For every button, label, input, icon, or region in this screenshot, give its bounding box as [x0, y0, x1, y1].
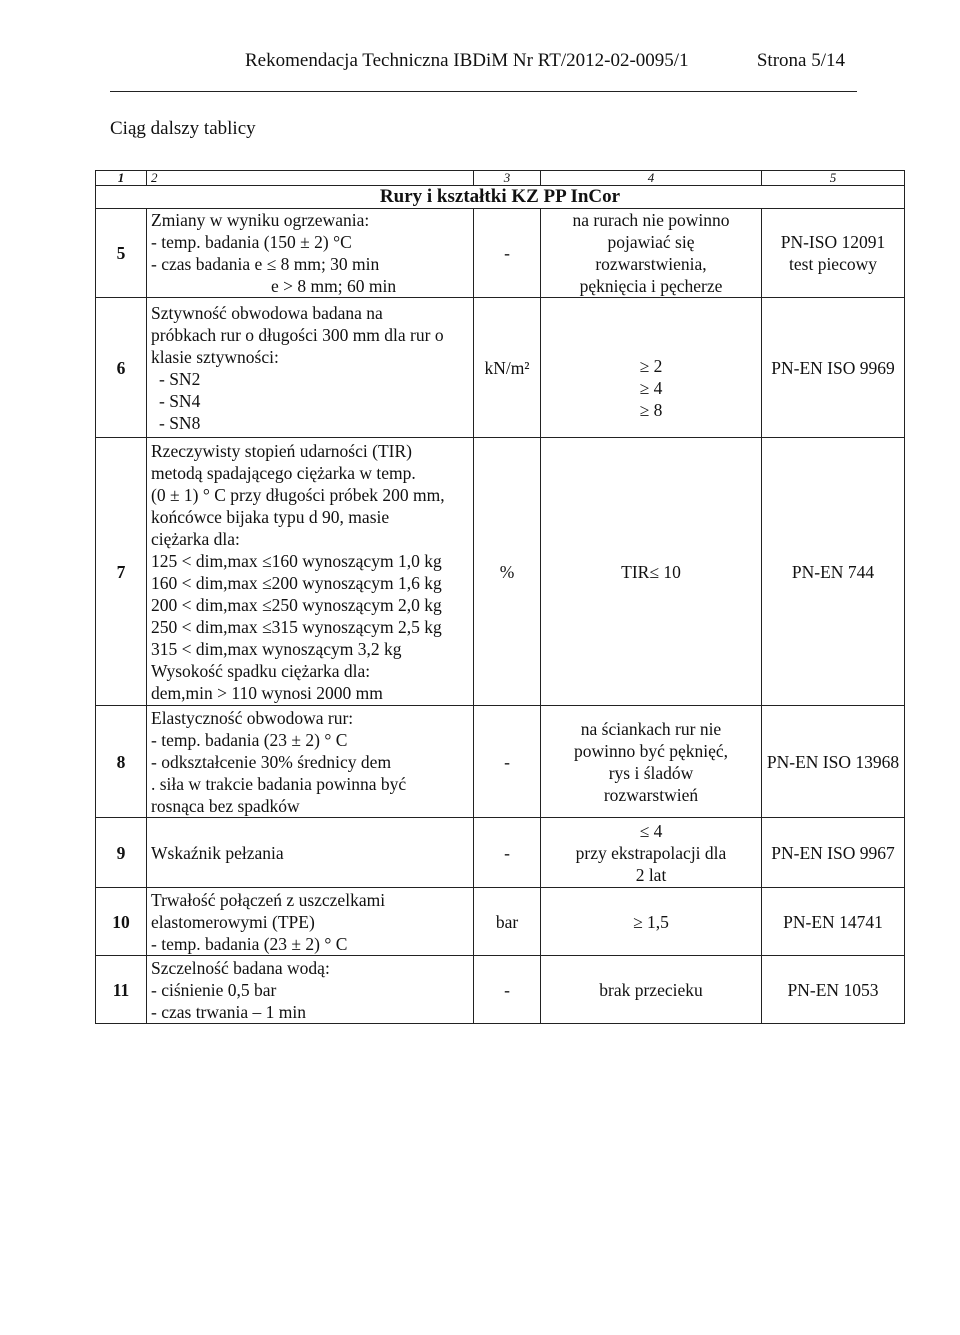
unit: -	[474, 818, 541, 888]
requirement	[541, 888, 762, 956]
desc-line: (0 ± 1) ° C przy długości próbek 200 mm,	[151, 484, 445, 505]
desc-line: - odkształcenie 30% średnicy dem	[151, 751, 392, 772]
table-row	[96, 438, 905, 706]
req-line: na rurach nie powinno	[572, 210, 730, 230]
req-line: ≥ 2	[639, 355, 663, 376]
desc-line: 315 < dim,max wynoszącym 3,2 kg	[151, 638, 402, 659]
test-method	[762, 956, 905, 1024]
desc-line: - temp. badania (23 ± 2) ° C	[151, 933, 348, 954]
desc-line: końcówce bijaka typu d 90, masie	[151, 506, 390, 527]
table-row	[96, 818, 905, 888]
test-method	[762, 888, 905, 956]
req-line: pojawiać się	[607, 232, 695, 252]
table-row	[96, 956, 905, 1024]
requirement	[541, 209, 762, 298]
column-number-row	[96, 171, 905, 186]
column-number: 1	[96, 171, 147, 186]
requirement	[541, 706, 762, 818]
row-number: 6	[96, 298, 147, 438]
test-method	[762, 706, 905, 818]
header-divider	[110, 91, 857, 92]
req-line: rozwarstwień	[603, 784, 699, 805]
desc-line: ciężarka dla:	[151, 528, 240, 549]
desc-line: Zmiany w wyniku ogrzewania:	[151, 210, 370, 230]
requirement	[541, 438, 762, 706]
desc-line: 200 < dim,max ≤250 wynoszącym 2,0 kg	[151, 594, 442, 615]
desc-line: Szczelność badana wodą:	[151, 957, 330, 978]
column-number: 2	[147, 171, 474, 186]
desc-line: próbkach rur o długości 300 mm dla rur o	[151, 324, 444, 345]
desc-line: 250 < dim,max ≤315 wynoszącym 2,5 kg	[151, 616, 442, 637]
row-number: 10	[96, 888, 147, 956]
method-line: PN-ISO 12091	[780, 232, 886, 252]
desc-line: . siła w trakcie badania powinna być	[151, 773, 407, 794]
method-line: PN-EN ISO 13968	[766, 751, 900, 772]
req-line: przy ekstrapolacji dla	[575, 842, 727, 863]
column-number: 3	[474, 171, 541, 186]
section-title: Rury i kształtki KZ PP InCor	[96, 186, 905, 209]
desc-line: Wskaźnik pełzania	[151, 842, 284, 863]
unit: -	[474, 956, 541, 1024]
section-title-row	[96, 186, 905, 209]
test-description	[147, 298, 474, 438]
req-line: na ściankach rur nie	[580, 718, 722, 739]
desc-line: 160 < dim,max ≤200 wynoszącym 1,6 kg	[151, 572, 442, 593]
method-line: PN-EN ISO 9969	[771, 357, 895, 378]
test-description	[147, 956, 474, 1024]
desc-line: Wysokość spadku ciężarka dla:	[151, 660, 371, 681]
req-line: ≥ 8	[639, 399, 663, 420]
table-row	[96, 298, 905, 438]
req-line: ≤ 4	[639, 820, 663, 841]
req-line: brak przecieku	[599, 979, 703, 1000]
desc-line: - czas badania e ≤ 8 mm; 30 min	[151, 254, 380, 274]
test-description	[147, 818, 474, 888]
test-description	[147, 209, 474, 298]
test-description	[147, 706, 474, 818]
row-number: 7	[96, 438, 147, 706]
table-row	[96, 888, 905, 956]
continuation-label: Ciąg dalszy tablicy	[110, 118, 256, 139]
method-line: PN-EN 14741	[783, 911, 883, 932]
desc-line: klasie sztywności:	[151, 346, 279, 367]
req-line: rozwarstwienia,	[595, 254, 707, 274]
desc-line: elastomerowymi (TPE)	[151, 911, 315, 932]
unit: -	[474, 706, 541, 818]
row-number: 8	[96, 706, 147, 818]
column-number: 4	[541, 171, 762, 186]
desc-line: - ciśnienie 0,5 bar	[151, 979, 277, 1000]
unit: kN/m²	[474, 298, 541, 438]
test-method	[762, 438, 905, 706]
desc-line: - czas trwania – 1 min	[151, 1001, 307, 1022]
column-number: 5	[762, 171, 905, 186]
method-line: PN-EN 744	[791, 561, 875, 582]
req-line: ≥ 4	[639, 377, 663, 398]
desc-line: rosnąca bez spadków	[151, 795, 300, 816]
unit: %	[474, 438, 541, 706]
req-line: rys i śladów	[608, 762, 694, 783]
table-row	[96, 209, 905, 298]
requirement	[541, 298, 762, 438]
method-line: PN-EN ISO 9967	[771, 842, 895, 863]
desc-line: dem,min > 110 wynosi 2000 mm	[151, 682, 383, 703]
method-line: PN-EN 1053	[787, 979, 879, 1000]
table-row	[96, 706, 905, 818]
req-line: ≥ 1,5	[633, 911, 669, 932]
desc-line: - SN8	[159, 412, 201, 433]
test-description	[147, 888, 474, 956]
desc-line: Elastyczność obwodowa rur:	[151, 707, 354, 728]
req-line: TIR≤ 10	[621, 561, 681, 582]
unit: bar	[474, 888, 541, 956]
page-number: Strona 5/14	[756, 50, 845, 71]
document-title: Rekomendacja Techniczna IBDiM Nr RT/2012-02-0095/1	[245, 50, 689, 71]
row-number: 5	[96, 209, 147, 298]
desc-line: e > 8 mm; 60 min	[271, 276, 397, 296]
desc-line: Rzeczywisty stopień udarności (TIR)	[151, 440, 412, 461]
req-line: powinno być pęknięć,	[573, 740, 729, 761]
req-line: pęknięcia i pęcherze	[579, 276, 723, 296]
requirement	[541, 956, 762, 1024]
page-header	[245, 50, 845, 72]
desc-line: - temp. badania (150 ± 2) °C	[151, 232, 352, 252]
desc-line: 125 < dim,max ≤160 wynoszącym 1,0 kg	[151, 550, 442, 571]
method-line: test piecowy	[789, 254, 877, 274]
row-number: 11	[96, 956, 147, 1024]
test-description	[147, 438, 474, 706]
requirement	[541, 818, 762, 888]
desc-line: - SN2	[159, 368, 201, 389]
row-number: 9	[96, 818, 147, 888]
desc-line: Sztywność obwodowa badana na	[151, 302, 383, 323]
test-method	[762, 818, 905, 888]
desc-line: metodą spadającego ciężarka w temp.	[151, 462, 416, 483]
desc-line: - temp. badania (23 ± 2) ° C	[151, 729, 348, 750]
desc-line: Trwałość połączeń z uszczelkami	[151, 889, 386, 910]
specification-table	[95, 170, 905, 1024]
unit: -	[474, 209, 541, 298]
req-line: 2 lat	[635, 864, 667, 885]
desc-line: - SN4	[159, 390, 201, 411]
test-method	[762, 298, 905, 438]
test-method	[762, 209, 905, 298]
